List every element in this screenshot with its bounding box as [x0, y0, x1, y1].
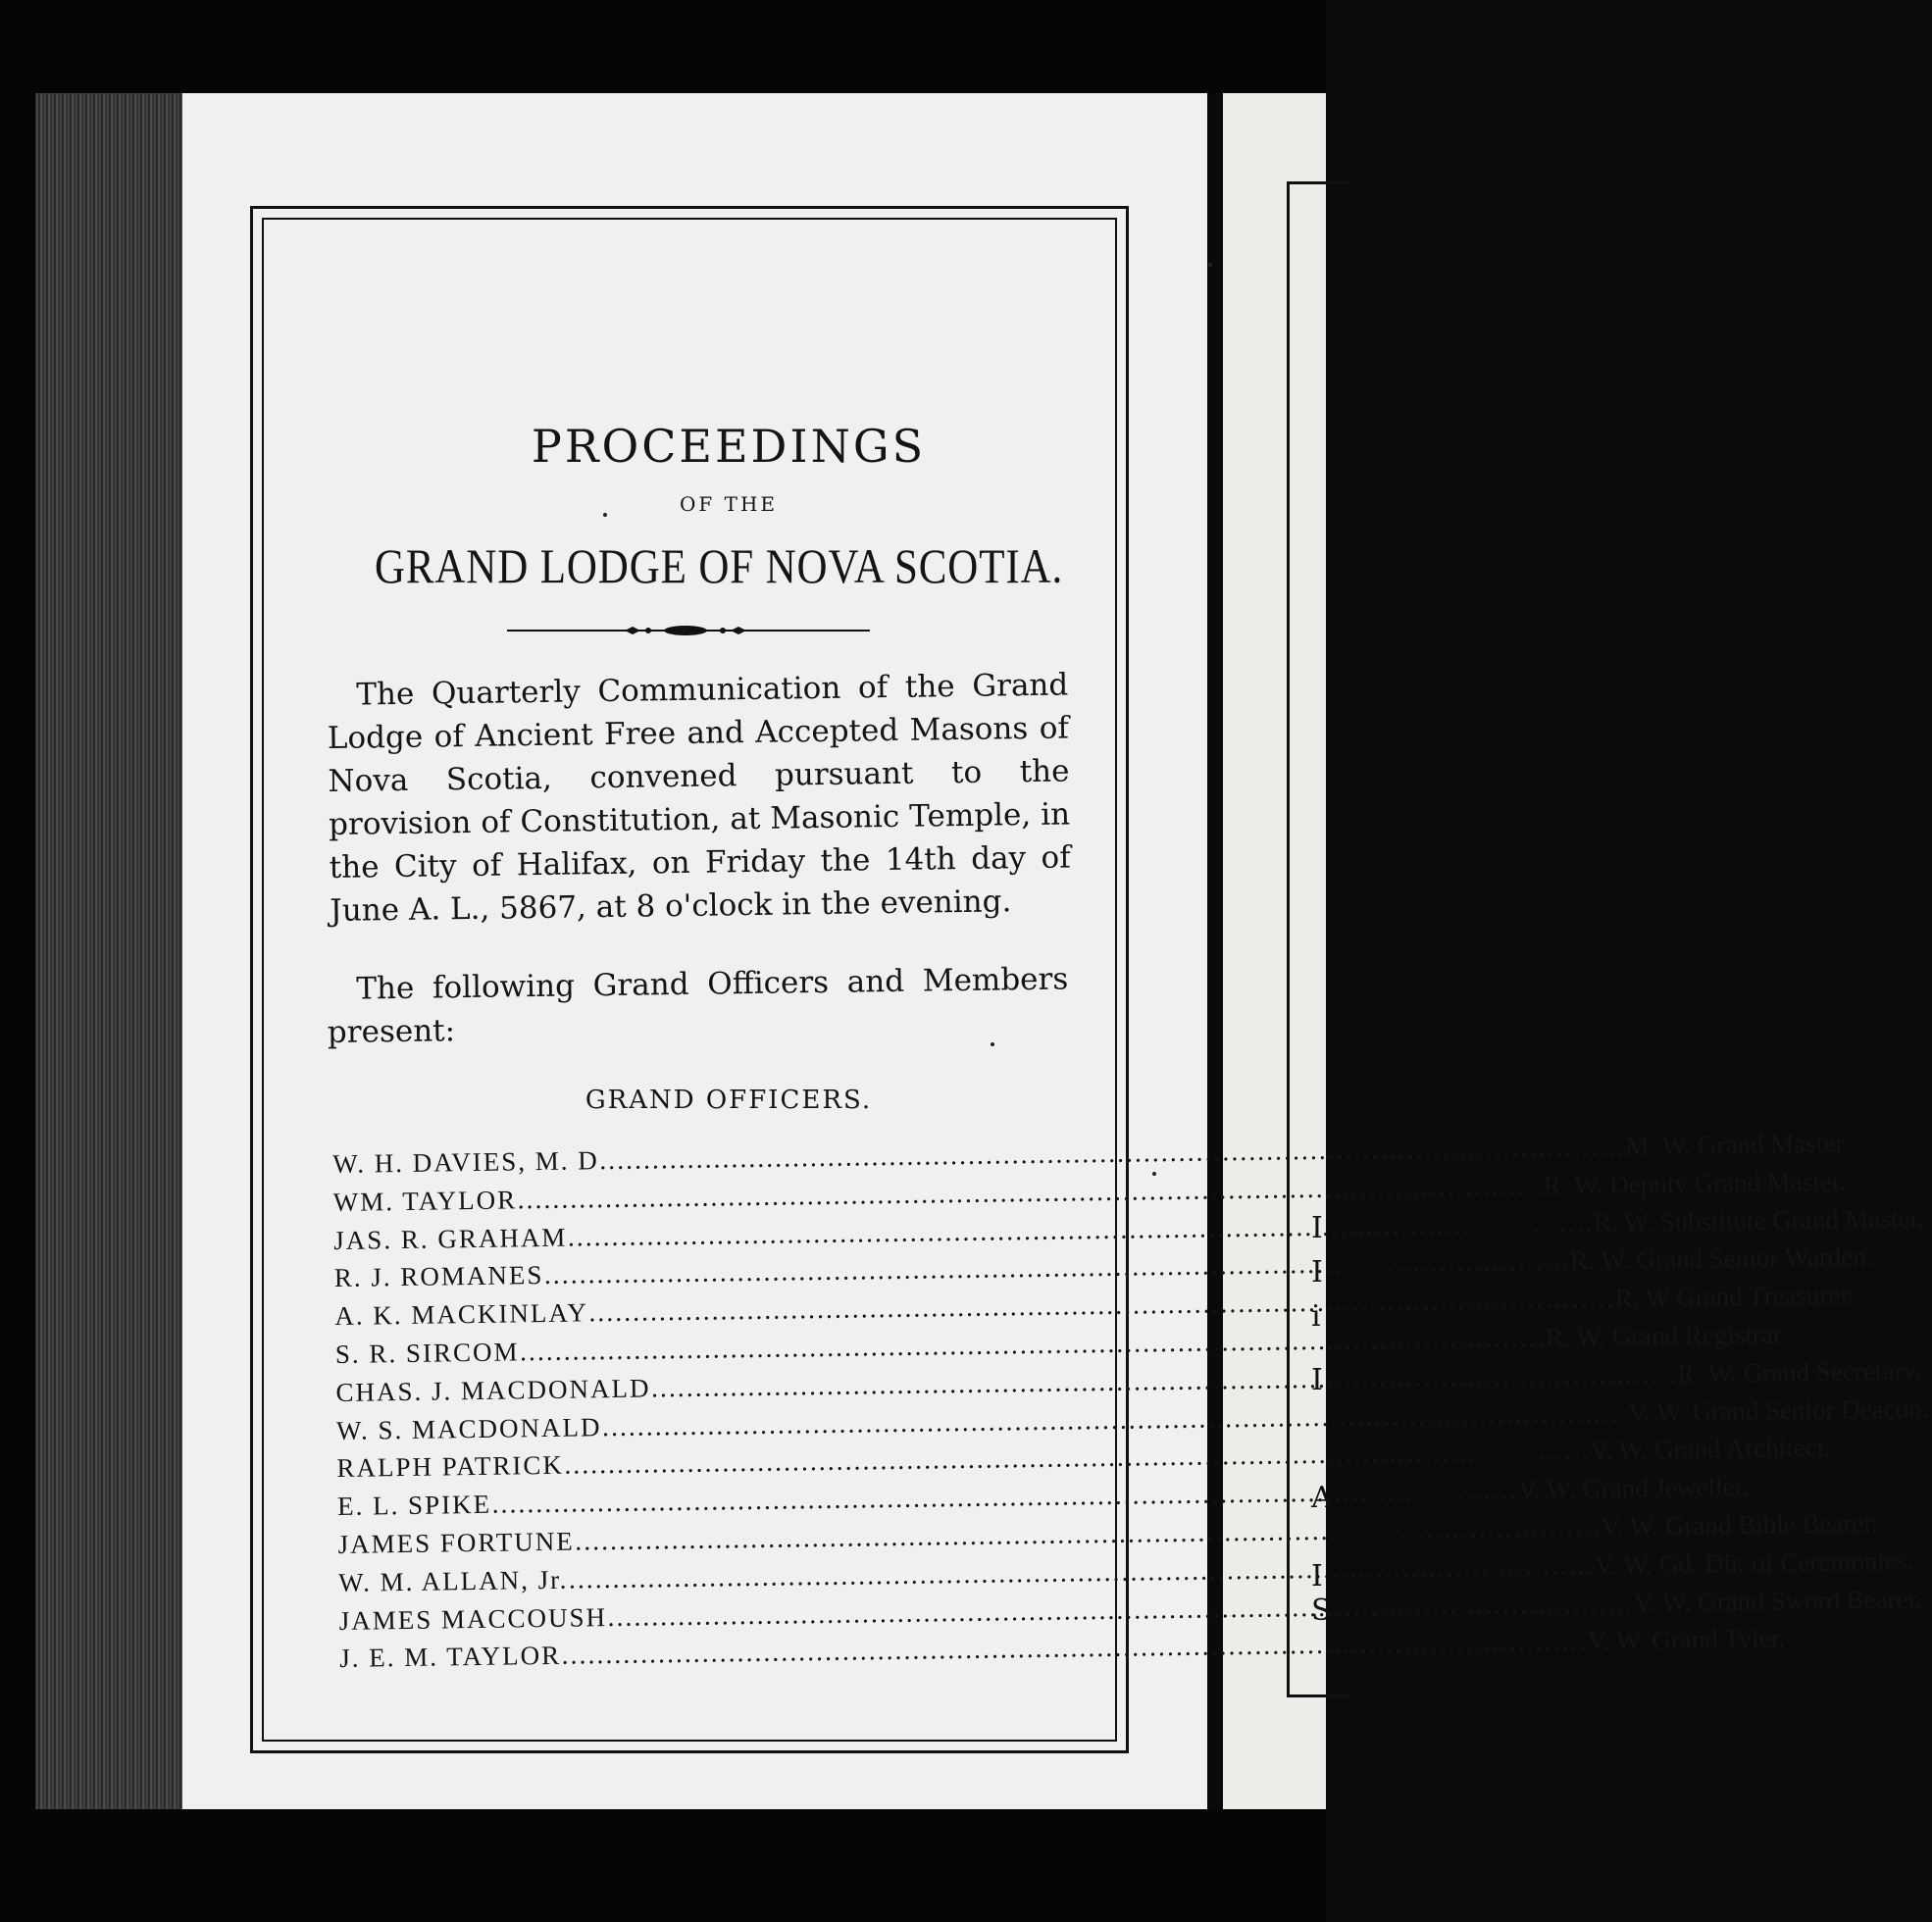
next-page-letter: A	[1311, 1481, 1333, 1515]
officer-name: S. R. SIRCOM	[334, 1337, 520, 1369]
officer-name: R. J. ROMANES	[333, 1260, 544, 1293]
document-title: PROCEEDINGS	[531, 420, 927, 473]
officer-name: JAMES MACCOUSH	[338, 1601, 608, 1636]
officer-title: V. W. Grand Architect.	[1590, 1433, 1832, 1466]
officer-name: W. M. ALLAN, Jr.	[337, 1564, 569, 1597]
next-page-letter: I	[1311, 1559, 1323, 1593]
next-page-letter: I	[1311, 1211, 1323, 1245]
page-content	[262, 218, 1929, 1742]
document-subtitle: OF THE	[679, 492, 778, 516]
officer-name: WM. TAYLOR	[332, 1185, 518, 1217]
intro-paragraph: The Quarterly Communication of the Grand Lodge of Ancient Free and Accepted Masons of Nova Scotia, convened pursuant to the provision of Constitution, at Masonic Temple, in the City of Halifax, on Friday the 14th day of June A. L., 5867, at 8 o'clock in the evening.	[327, 667, 1071, 929]
members-present-paragraph: The following Grand Officers and Members present:	[327, 961, 1069, 1050]
section-heading: GRAND OFFICERS.	[585, 1086, 873, 1115]
officer-title: V. W. Grand Sword Bearer.	[1633, 1583, 1923, 1618]
officer-title: R. W. Grand Registrar.	[1545, 1319, 1788, 1352]
officer-title: V. W. Grand Bible Bearer.	[1601, 1508, 1878, 1542]
print-speck	[1208, 263, 1212, 267]
officer-title: V. W. Grand Senior Deacon.	[1627, 1392, 1929, 1428]
next-page-letter: I	[1311, 1363, 1323, 1397]
print-speck	[1152, 1172, 1156, 1176]
officer-name: W. S. MACDONALD	[335, 1411, 602, 1445]
officer-name: E. L. SPIKE	[336, 1489, 492, 1522]
officer-title: V. W. Gd. Dir. of Ceremonies.	[1594, 1545, 1914, 1580]
officer-name: CHAS. J. MACDONALD	[335, 1373, 651, 1407]
officer-name: JAMES FORTUNE	[337, 1526, 575, 1559]
officer-name: W. H. DAVIES, M. D	[332, 1145, 599, 1179]
officer-title: R. W. Substitute Grand Master.	[1593, 1202, 1924, 1238]
page-edges	[35, 93, 182, 1809]
officer-title: R. W. Grand Senior Warden.	[1569, 1241, 1873, 1276]
document-heading: GRAND LODGE OF NOVA SCOTIA.	[374, 538, 1064, 593]
officer-name: RALPH PATRICK	[336, 1450, 565, 1484]
officer-name: JAS. R. GRAHAM	[333, 1222, 568, 1255]
officer-title: R. W. Grand Secretary.	[1676, 1355, 1922, 1389]
officer-name: A. K. MACKINLAY	[334, 1297, 589, 1332]
officer-title: R. W Grand Treasurer.	[1614, 1280, 1855, 1313]
next-page-letter: I	[1311, 1255, 1323, 1290]
ornament-divider-icon	[507, 623, 870, 638]
officer-title: M. W. Grand Master.	[1625, 1128, 1850, 1161]
right-page-frame	[1287, 181, 1348, 1697]
print-speck	[991, 1042, 994, 1046]
next-page-letter: S	[1311, 1593, 1332, 1628]
officer-title: V. W. Grand Jeweller.	[1517, 1472, 1749, 1505]
officers-list	[332, 1128, 1929, 1682]
officer-name: J. E. M. TAYLOR	[339, 1641, 562, 1674]
officer-title: V. W. Grand Tyler.	[1587, 1623, 1786, 1656]
next-page-letter: i	[1311, 1299, 1321, 1334]
book-gutter	[1207, 93, 1223, 1809]
print-speck	[603, 513, 607, 517]
officer-title: R. W. Deputy Grand Master.	[1543, 1166, 1847, 1200]
dot-leader	[599, 1133, 1626, 1176]
